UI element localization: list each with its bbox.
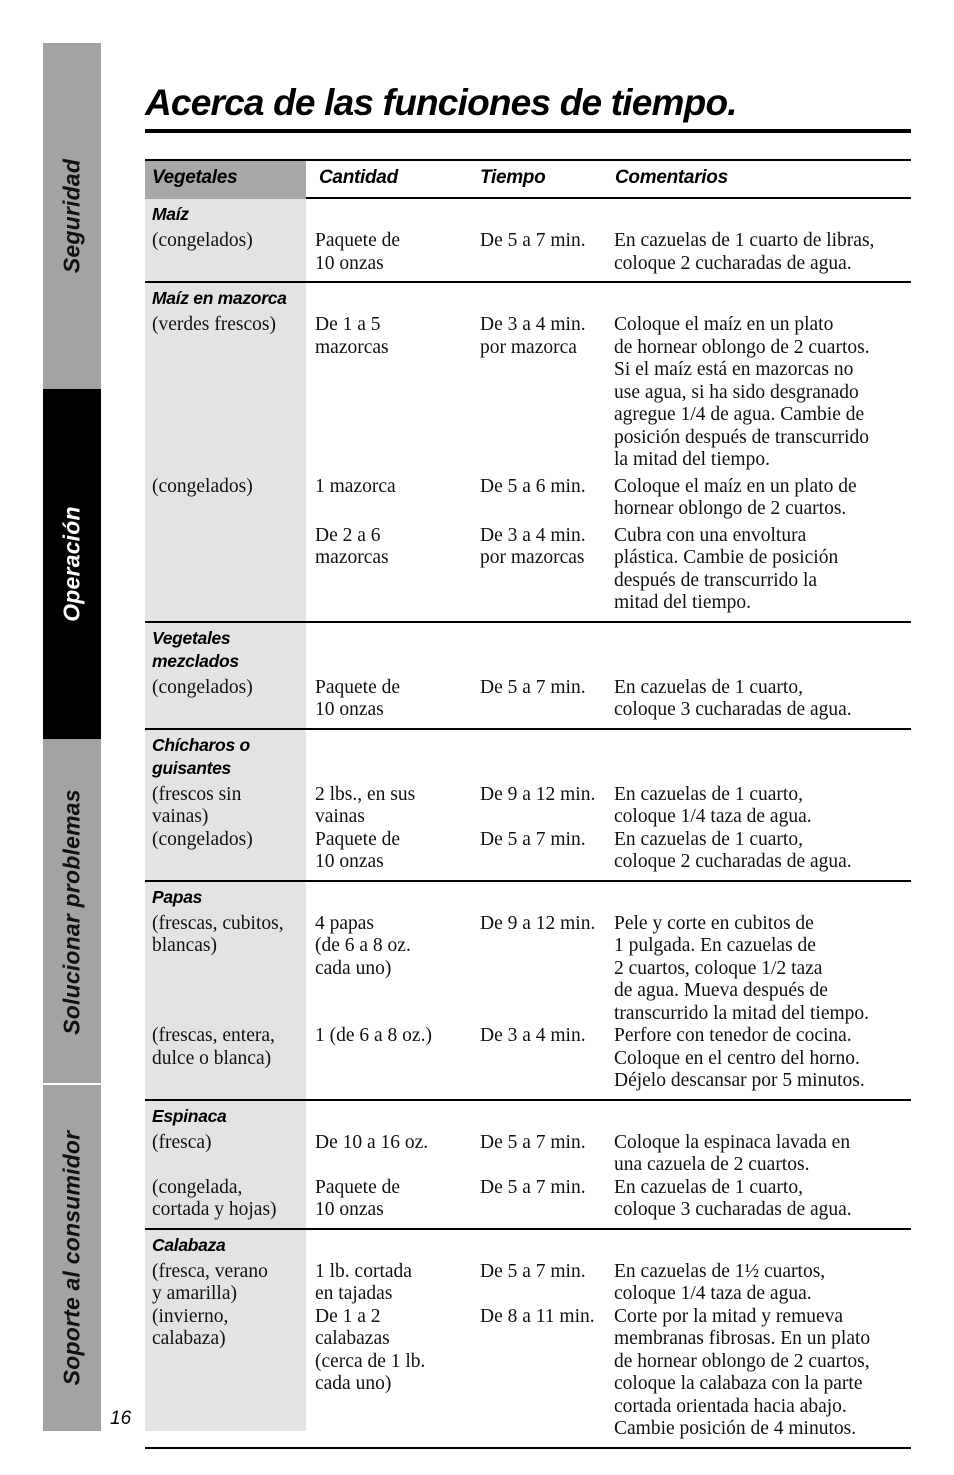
cell-cantidad: 1 (de 6 a 8 oz.) <box>315 1025 432 1046</box>
cell-tiempo: De 8 a 11 min. <box>480 1305 595 1327</box>
table-row <box>145 829 911 874</box>
cell-vegetal: (congelados) <box>152 828 253 850</box>
cell-tiempo: De 9 a 12 min. <box>480 912 596 934</box>
cell-cantidad: Paquete de 10 onzas <box>315 828 401 872</box>
tab-label: Seguridad <box>58 158 85 274</box>
group-title: Vegetales mezclados <box>152 627 239 671</box>
cell-vegetal: (fresca, verano y amarilla) <box>152 1260 268 1304</box>
table-group <box>145 1101 911 1230</box>
group-title: Espinaca <box>152 1105 227 1126</box>
table-body <box>145 199 911 1449</box>
cell-cantidad: De 1 a 2 calabazas (cerca de 1 lb. cada uno) <box>315 1305 426 1394</box>
cell-comentarios: En cazuelas de 1 cuarto, coloque 2 cucharadas de agua. <box>614 828 852 872</box>
group-title: Chícharos o guisantes <box>152 734 250 778</box>
header-vegetales: Vegetales <box>152 167 238 188</box>
cell-tiempo: De 5 a 6 min. <box>480 475 586 497</box>
cell-tiempo: De 9 a 12 min. <box>480 783 596 805</box>
table-row <box>145 677 911 722</box>
table-group <box>145 1230 911 1449</box>
cell-vegetal: (frescas, entera, dulce o blanca) <box>152 1025 275 1069</box>
table-row <box>145 230 911 275</box>
tab-label: Operación <box>58 506 85 622</box>
group-title: Calabaza <box>152 1234 226 1255</box>
table-row <box>145 1025 911 1093</box>
cell-comentarios: En cazuelas de 1 cuarto, coloque 3 cucharadas de agua. <box>614 1176 852 1220</box>
table-header <box>145 159 911 199</box>
tab-label: Soporte al consumidor <box>58 1130 85 1386</box>
tab-seguridad[interactable] <box>43 43 101 389</box>
cell-tiempo: De 3 a 4 min. <box>480 1025 586 1046</box>
table-group <box>145 730 911 882</box>
tab-label: Solucionar problemas <box>58 788 85 1035</box>
table-row <box>145 1306 911 1441</box>
cell-tiempo: De 5 a 7 min. <box>480 1131 586 1153</box>
cell-cantidad: 4 papas (de 6 a 8 oz. cada uno) <box>315 912 411 979</box>
cell-comentarios: Perfore con tenedor de cocina. Coloque en el centro del horno. Déjelo descansar por 5 minutos. <box>614 1025 865 1091</box>
cell-cantidad: Paquete de 10 onzas <box>315 676 401 720</box>
cell-vegetal: (congelados) <box>152 475 253 497</box>
cell-tiempo: De 5 a 7 min. <box>480 676 586 698</box>
cell-vegetal: (frescas, cubitos, blancas) <box>152 912 284 956</box>
cell-comentarios: Coloque el maíz en un plato de hornear oblongo de 2 cuartos. <box>614 475 857 519</box>
cell-comentarios: En cazuelas de 1½ cuartos, coloque 1/4 taza de agua. <box>614 1260 826 1304</box>
cell-cantidad: De 1 a 5 mazorcas <box>315 314 389 358</box>
table-row <box>145 1261 911 1306</box>
cell-vegetal: (congelada, cortada y hojas) <box>152 1176 277 1220</box>
table-row <box>145 476 911 521</box>
cell-cantidad: Paquete de 10 onzas <box>315 1176 401 1220</box>
page-title: Acerca de las funciones de tiempo. <box>145 82 737 123</box>
cell-cantidad: 1 lb. cortada en tajadas <box>315 1260 412 1304</box>
cell-vegetal: (verdes frescos) <box>152 314 276 335</box>
table-group <box>145 283 911 623</box>
side-tabs <box>43 43 101 1431</box>
cell-vegetal: (frescos sin vainas) <box>152 783 242 827</box>
group-title: Maíz <box>152 204 189 224</box>
cell-comentarios: Coloque el maíz en un plato de hornear oblongo de 2 cuartos. Si el maíz está en mazorcas no use agua, si ha sido desgranado agregue 1/4 de agua. Cambie de posición después de transcurrido la mitad del tiempo. <box>614 314 870 470</box>
timing-table <box>145 159 911 1449</box>
cell-tiempo: De 3 a 4 min. por mazorcas <box>480 524 586 568</box>
cell-comentarios: Pele y corte en cubitos de 1 pulgada. En cazuelas de 2 cuartos, coloque 1/2 taza de agua. Mueva después de transcurrido la mitad del tiempo. <box>614 912 870 1024</box>
cell-cantidad: 1 mazorca <box>315 475 396 497</box>
cell-vegetal: (congelados) <box>152 676 253 698</box>
cell-vegetal: (congelados) <box>152 230 253 251</box>
table-group <box>145 882 911 1101</box>
header-comentarios: Comentarios <box>615 167 728 188</box>
cell-tiempo: De 5 a 7 min. <box>480 1260 586 1282</box>
header-tiempo: Tiempo <box>480 167 546 188</box>
table-row <box>145 913 911 1026</box>
cell-comentarios: Coloque la espinaca lavada en una cazuela de 2 cuartos. <box>614 1131 851 1175</box>
tab-solucionar-problemas[interactable] <box>43 739 101 1084</box>
cell-cantidad: De 2 a 6 mazorcas <box>315 524 389 568</box>
cell-tiempo: De 5 a 7 min. <box>480 1176 586 1198</box>
page-number: 16 <box>110 1408 132 1429</box>
cell-tiempo: De 3 a 4 min. por mazorca <box>480 314 586 358</box>
header-cantidad: Cantidad <box>319 167 398 188</box>
cell-cantidad: Paquete de 10 onzas <box>315 230 401 274</box>
cell-comentarios: Cubra con una envoltura plástica. Cambie de posición después de transcurrido la mitad del tiempo. <box>614 524 839 613</box>
cell-vegetal: (fresca) <box>152 1131 212 1153</box>
cell-comentarios: En cazuelas de 1 cuarto, coloque 3 cucharadas de agua. <box>614 676 852 720</box>
cell-comentarios: En cazuelas de 1 cuarto, coloque 1/4 taza de agua. <box>614 783 812 827</box>
tab-operacion[interactable] <box>43 389 101 739</box>
table-row <box>145 314 911 472</box>
group-title: Papas <box>152 886 203 907</box>
cell-tiempo: De 5 a 7 min. <box>480 828 586 850</box>
tab-soporte-al-consumidor[interactable] <box>43 1085 101 1431</box>
cell-comentarios: Corte por la mitad y remueva membranas fibrosas. En un plato de hornear oblongo de 2 cuartos, coloque la calabaza con la parte cortada orientada hacia abajo. Cambie posición de 4 minutos. <box>614 1305 871 1439</box>
cell-vegetal: (invierno, calabaza) <box>152 1305 229 1349</box>
table-row <box>145 784 911 829</box>
group-title: Maíz en mazorca <box>152 288 287 308</box>
cell-comentarios: En cazuelas de 1 cuarto de libras, coloque 2 cucharadas de agua. <box>614 230 875 274</box>
table-row <box>145 1177 911 1222</box>
cell-cantidad: De 10 a 16 oz. <box>315 1131 429 1153</box>
table-row <box>145 1132 911 1177</box>
cell-tiempo: De 5 a 7 min. <box>480 230 586 251</box>
title-rule <box>145 129 911 133</box>
table-row <box>145 525 911 615</box>
cell-cantidad: 2 lbs., en sus vainas <box>315 783 416 827</box>
table-group <box>145 623 911 730</box>
table-group <box>145 199 911 283</box>
